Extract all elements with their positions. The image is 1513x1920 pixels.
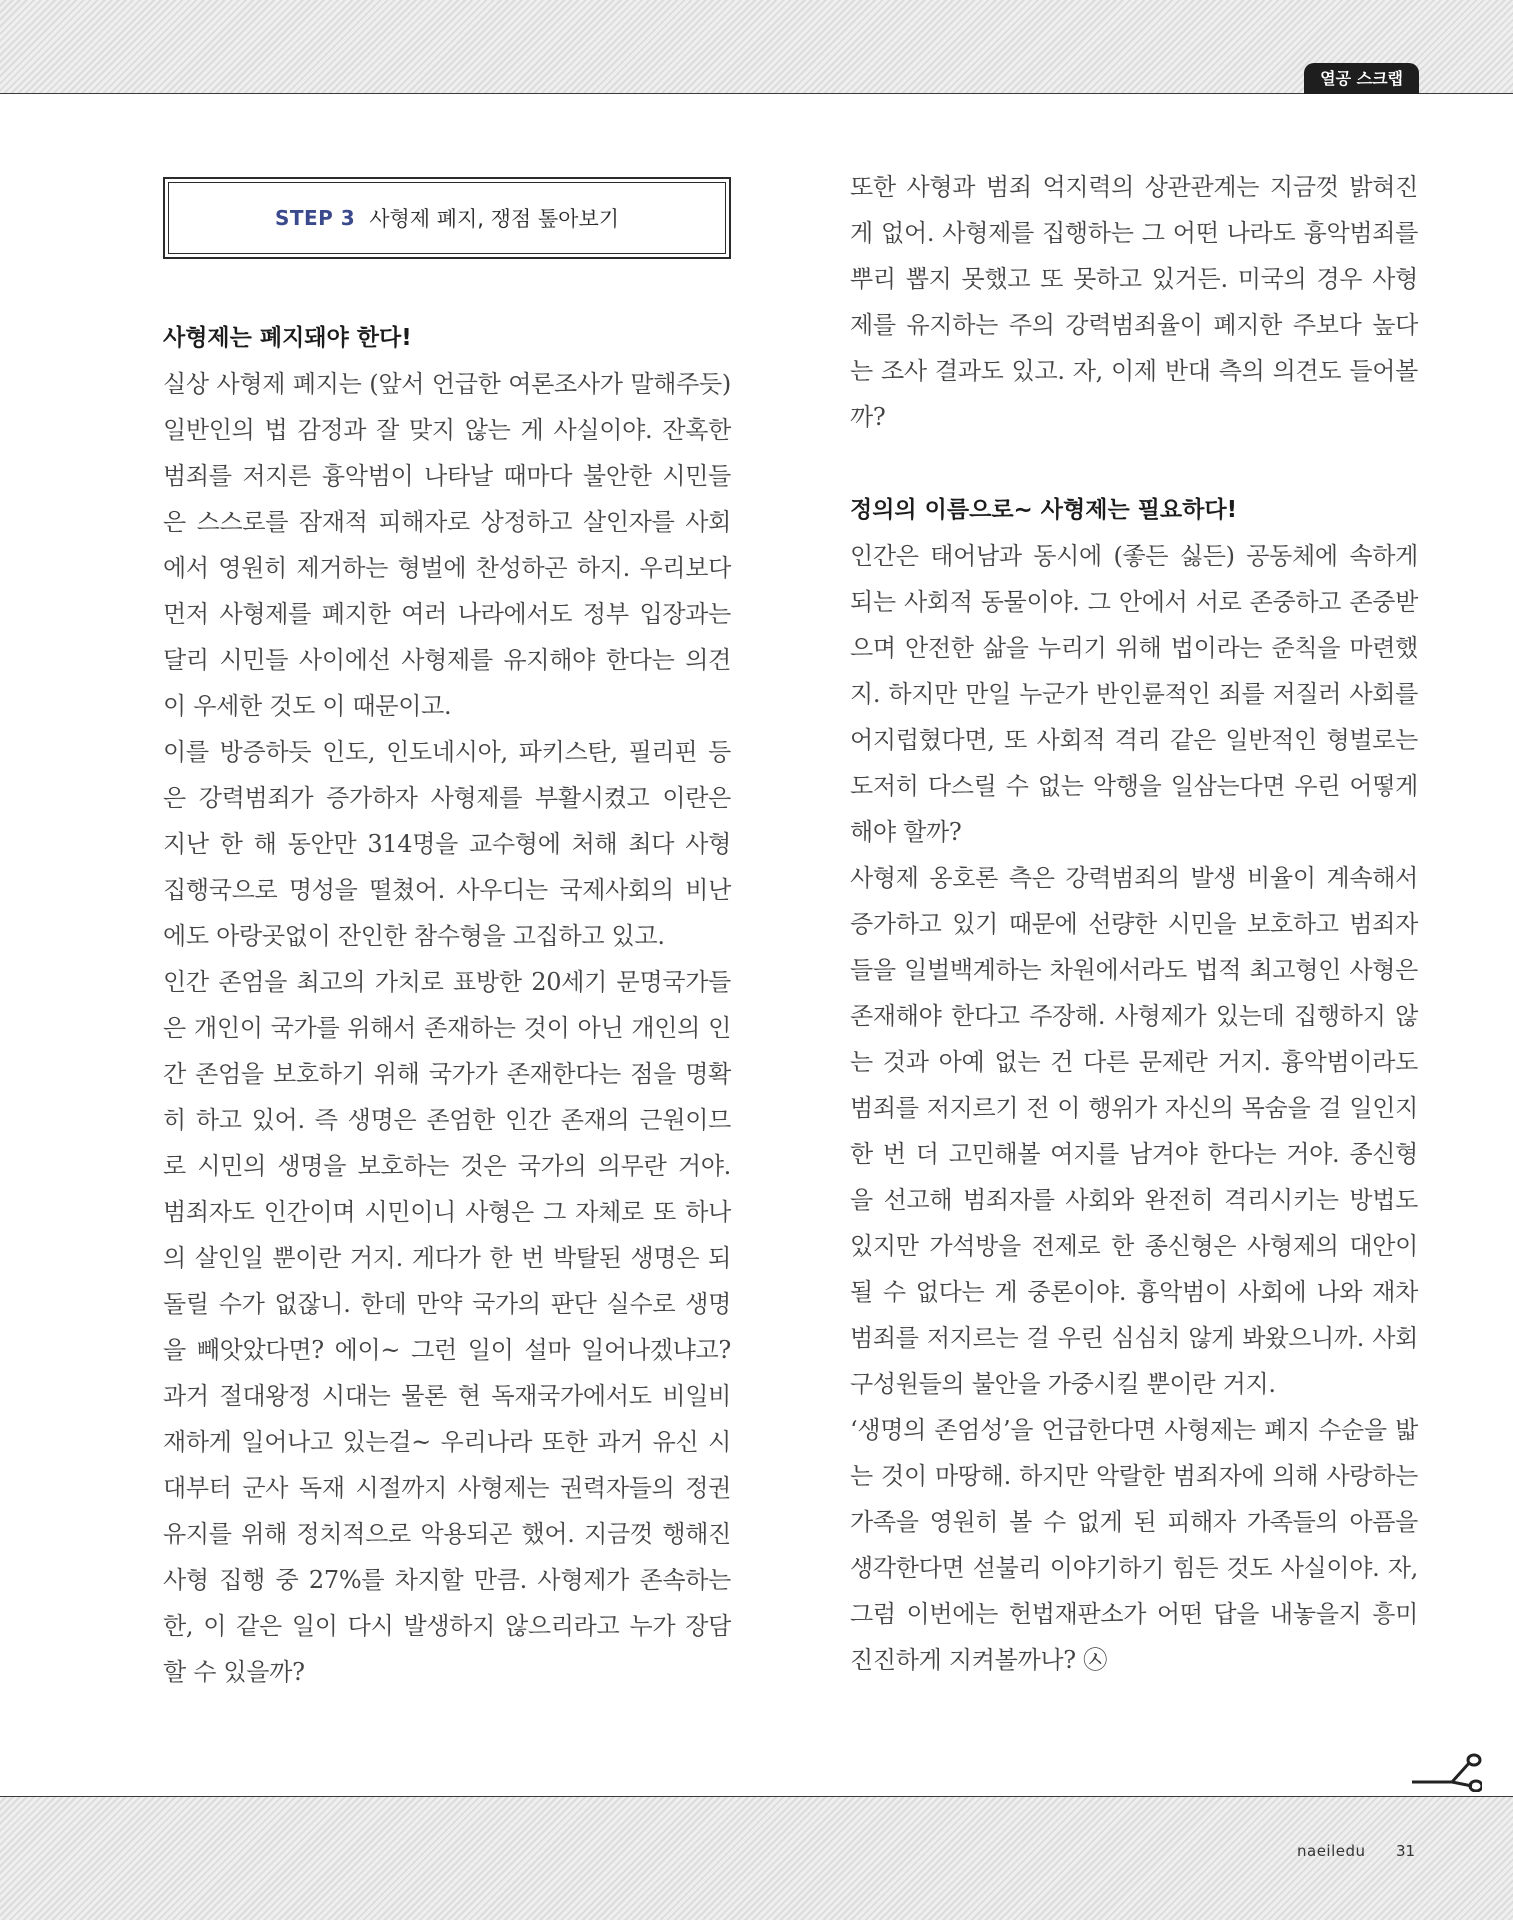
end-mark: ㉦ <box>1083 1646 1107 1674</box>
step-title: 사형제 폐지, 쟁점 톺아보기 <box>369 207 620 231</box>
scissors-icon <box>1412 1752 1482 1792</box>
right-paragraph-0: 또한 사형과 범죄 억지력의 상관관계는 지금껏 밝혀진 게 없어. 사형제를 집행하는 그 어떤 나라도 흉악범죄를 뿌리 뽑지 못했고 또 못하고 있거든. 미국의 경우 사형제를 유지하는 주의 강력범죄율이 폐지한 주보다 높다는 조사 결과도 있고. 자, 이제 반대 측의 의견도 들어볼까? <box>850 173 1418 431</box>
left-heading: 사형제는 폐지돼야 한다! <box>163 325 412 351</box>
header-stripe <box>0 0 1513 94</box>
left-paragraph-2: 이를 방증하듯 인도, 인도네시아, 파키스탄, 필리핀 등은 강력범죄가 증가하자 사형제를 부활시켰고 이란은 지난 한 해 동안만 314명을 교수형에 처해 최다 사형 집행국으로 명성을 떨쳤어. 사우디는 국제사회의 비난에도 아랑곳없이 잔인한 참수형을 고집하고 있고. <box>163 738 731 950</box>
right-paragraph-1: 인간은 태어남과 동시에 (좋든 싫든) 공동체에 속하게 되는 사회적 동물이야. 그 안에서 서로 존중하고 존중받으며 안전한 삶을 누리기 위해 법이라는 준칙을 마련했지. 하지만 만일 누군가 반인륜적인 죄를 저질러 사회를 어지럽혔다면, 또 사회적 격리 같은 일반적인 형벌로는 도저히 다스릴 수 없는 악행을 일삼는다면 우린 어떻게 해야 할까? <box>850 542 1418 846</box>
right-paragraph-3: ‘생명의 존엄성’을 언급한다면 사형제는 폐지 수순을 밟는 것이 마땅해. 하지만 악랄한 범죄자에 의해 사랑하는 가족을 영원히 볼 수 없게 된 피해자 가족들의 아픔을 생각한다면 섣불리 이야기하기 힘든 것도 사실이야. 자, 그럼 이번에는 헌법재판소가 어떤 답을 내놓을지 흥미진진하게 지켜볼까나? ㉦ <box>850 1416 1418 1674</box>
right-heading: 정의의 이름으로~ 사형제는 필요하다! <box>850 497 1238 523</box>
left-paragraph-1: 실상 사형제 폐지는 (앞서 언급한 여론조사가 말해주듯) 일반인의 법 감정과 잘 맞지 않는 게 사실이야. 잔혹한 범죄를 저지른 흉악범이 나타날 때마다 불안한 시민들은 스스로를 잠재적 피해자로 상정하고 살인자를 사회에서 영원히 제거하는 형벌에 찬성하곤 하지. 우리보다 먼저 사형제를 폐지한 여러 나라에서도 정부 입장과는 달리 시민들 사이에선 사형제를 유지해야 한다는 의견이 우세한 것도 이 때문이고. <box>163 370 731 720</box>
footer-stripe <box>0 1796 1513 1920</box>
step-label: STEP 3 <box>274 206 356 230</box>
step-box <box>163 177 731 259</box>
left-column <box>163 164 731 1695</box>
right-column <box>850 164 1418 1683</box>
right-paragraph-2: 사형제 옹호론 측은 강력범죄의 발생 비율이 계속해서 증가하고 있기 때문에 선량한 시민을 보호하고 범죄자들을 일벌백계하는 차원에서라도 법적 최고형인 사형은 존재해야 한다고 주장해. 사형제가 있는데 집행하지 않는 것과 아예 없는 건 다른 문제란 거지. 흉악범이라도 범죄를 저지르기 전 이 행위가 자신의 목숨을 걸 일인지 한 번 더 고민해볼 여지를 남겨야 한다는 거야. 종신형을 선고해 범죄자를 사회와 완전히 격리시키는 방법도 있지만 가석방을 전제로 한 종신형은 사형제의 대안이 될 수 없다는 게 중론이야. 흉악범이 사회에 나와 재차 범죄를 저지르는 걸 우린 심심치 않게 봐왔으니까. 사회 구성원들의 불안을 가중시킬 뿐이란 거지. <box>850 864 1418 1398</box>
section-tab: 열공 스크랩 <box>1304 63 1419 94</box>
page-number: 31 <box>1396 1842 1416 1860</box>
left-paragraph-3: 인간 존엄을 최고의 가치로 표방한 20세기 문명국가들은 개인이 국가를 위해서 존재하는 것이 아닌 개인의 인간 존엄을 보호하기 위해 국가가 존재한다는 점을 명확히 하고 있어. 즉 생명은 존엄한 인간 존재의 근원이므로 시민의 생명을 보호하는 것은 국가의 의무란 거야. 범죄자도 인간이며 시민이니 사형은 그 자체로 또 하나의 살인일 뿐이란 거지. 게다가 한 번 박탈된 생명은 되돌릴 수가 없잖니. 한데 만약 국가의 판단 실수로 생명을 빼앗았다면? 에이~ 그런 일이 설마 일어나겠냐고? 과거 절대왕정 시대는 물론 현 독재국가에서도 비일비재하게 일어나고 있는걸~ 우리나라 또한 과거 유신 시대부터 군사 독재 시절까지 사형제는 권력자들의 정권 유지를 위해 정치적으로 악용되곤 했어. 지금껏 행해진 사형 집행 중 27%를 차지할 만큼. 사형제가 존속하는 한, 이 같은 일이 다시 발생하지 않으리라고 누가 장담할 수 있을까? <box>163 968 731 1686</box>
footer-brand: naeiledu <box>1297 1842 1366 1860</box>
